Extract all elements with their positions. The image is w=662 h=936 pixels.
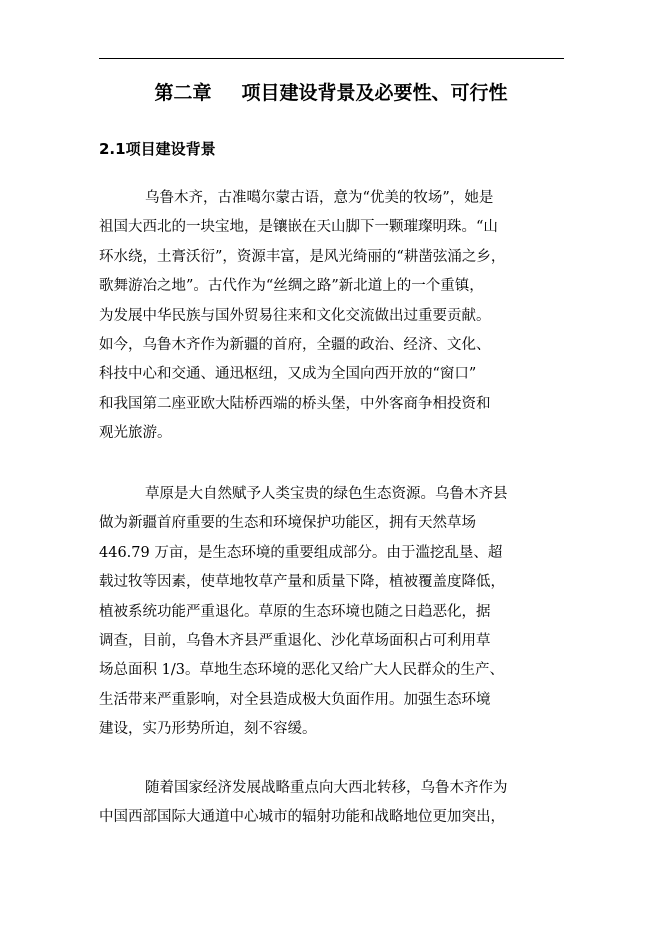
paragraph-line: 446.79 万亩，是生态环境的重要组成部分。由于滥挖乱垦、超: [99, 544, 503, 561]
paragraph-line: 生活带来严重影响，对全县造成极大负面作用。加强生态环境: [99, 691, 491, 708]
paragraph-line: 祖国大西北的一块宝地，是镶嵌在天山脚下一颗璀璨明珠。“山: [99, 219, 498, 236]
chapter-title: [0, 80, 662, 106]
paragraph-line: 做为新疆首府重要的生态和环境保护功能区，拥有天然草场: [99, 515, 476, 532]
paragraph-line: 环水绕，土膏沃衍”，资源丰富，是风光绮丽的“耕凿弦涌之乡，: [99, 248, 506, 265]
chapter-number: 第二章: [154, 82, 212, 104]
chapter-title-text: 项目建设背景及必要性、可行性: [241, 82, 508, 104]
paragraph-line: 草原是大自然赋予人类宝贵的绿色生态资源。乌鲁木齐县: [145, 486, 508, 502]
paragraph-line: 科技中心和交通、通迅枢纽，又成为全国向西开放的“窗口”: [99, 366, 477, 383]
paragraph-line: 和我国第二座亚欧大陆桥西端的桥头堡，中外客商争相投资和: [99, 395, 491, 412]
paragraph-line: 中国西部国际大通道中心城市的辐射功能和战略地位更加突出，: [99, 809, 505, 826]
paragraph-line: 植被系统功能严重退化。草原的生态环境也随之日趋恶化，据: [99, 603, 491, 620]
paragraph-line: 调查，目前，乌鲁木齐县严重退化、沙化草场面积占可利用草: [99, 633, 491, 650]
section-title: 2.1项目建设背景: [99, 140, 216, 158]
paragraph-line: 观光旅游。: [99, 425, 172, 442]
paragraph-line: 建设，实乃形势所迫，刻不容缓。: [99, 721, 317, 738]
paragraph-line: 载过牧等因素，使草地牧草产量和质量下降，植被覆盖度降低，: [99, 574, 505, 591]
paragraph-grassland: [99, 480, 569, 745]
paragraph-urumqi-intro: [99, 184, 569, 449]
paragraph-line: 歌舞游冶之地”。古代作为“丝绸之路”新北道上的一个重镇，: [99, 278, 484, 295]
paragraph-line: 随着国家经济发展战略重点向大西北转移，乌鲁木齐作为: [145, 780, 508, 796]
paragraph-line: 为发展中华民族与国外贸易往来和文化交流做出过重要贡献。: [99, 307, 491, 324]
paragraph-line: 如今，乌鲁木齐作为新疆的首府，全疆的政治、经济、文化、: [99, 337, 491, 354]
header-rule: [99, 58, 564, 59]
paragraph-line: 乌鲁木齐，古准噶尔蒙古语，意为“优美的牧场”，她是: [145, 190, 494, 206]
paragraph-strategy: [99, 774, 569, 833]
paragraph-line: 场总面积 1/3。草地生态环境的恶化又给广大人民群众的生产、: [99, 662, 504, 679]
